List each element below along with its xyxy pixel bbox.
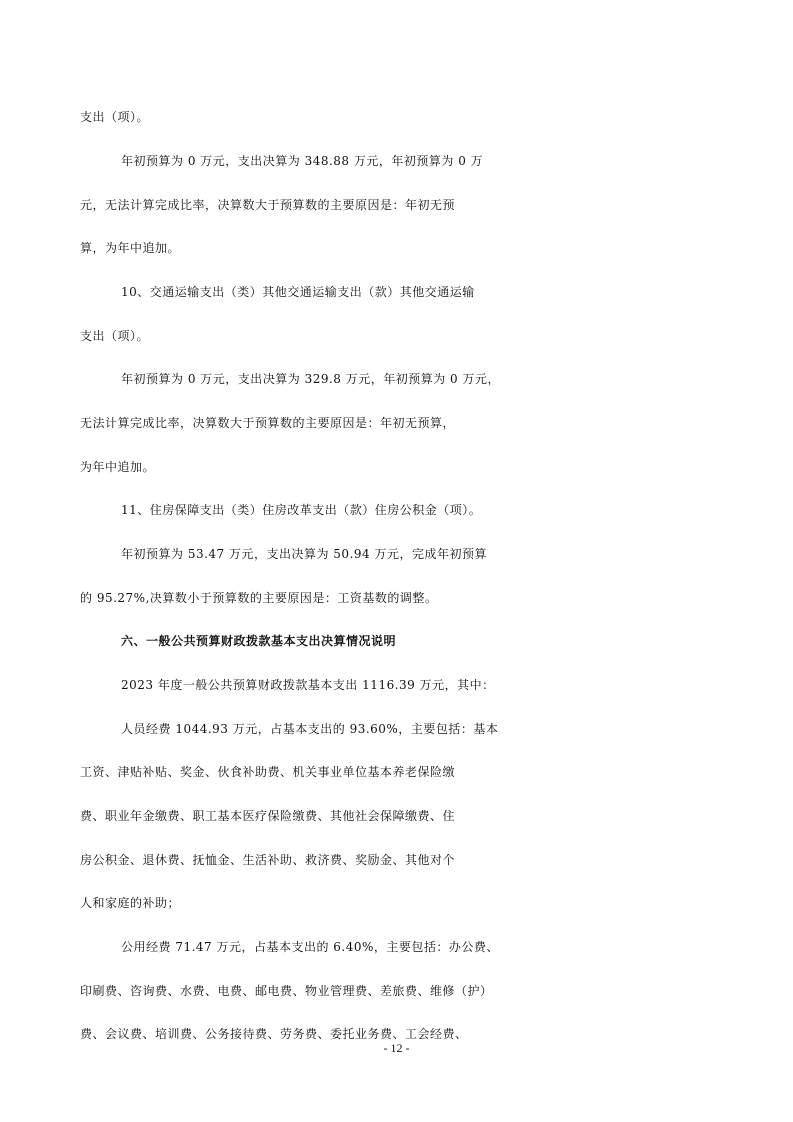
paragraph-line: 年初预算为 0 万元，支出决算为 348.88 万元，年初预算为 0 万 [121,154,484,168]
paragraph-line: 支出（项）。 [80,110,150,124]
paragraph-line: 印刷费、咨询费、水费、电费、邮电费、物业管理费、差旅费、维修（护） [80,984,493,998]
section-heading: 六、一般公共预算财政拨款基本支出决算情况说明 [121,634,397,648]
paragraph-line: 2023 年度一般公共预算财政拨款基本支出 1116.39 万元，其中： [121,678,495,692]
paragraph-line: 年初预算为 0 万元，支出决算为 329.8 万元，年初预算为 0 万元， [121,372,501,386]
paragraph-line: 支出（项）。 [80,329,150,343]
paragraph-line: 人和家庭的补助； [80,896,181,910]
paragraph-line: 年初预算为 53.47 万元，支出决算为 50.94 万元，完成年初预算 [121,547,487,561]
paragraph-line: 人员经费 1044.93 万元，占基本支出的 93.60%，主要包括：基本 [121,722,499,736]
paragraph-line: 元，无法计算完成比率，决算数大于预算数的主要原因是：年初无预 [80,198,456,212]
paragraph-line: 工资、津贴补贴、奖金、伙食补助费、机关事业单位基本养老保险缴 [80,765,456,779]
paragraph-line: 公用经费 71.47 万元，占基本支出的 6.40%，主要包括：办公费、 [121,940,499,954]
paragraph-line: 11、住房保障支出（类）住房改革支出（款）住房公积金（项）。 [121,503,482,517]
page-number: - 12 - [383,1041,410,1055]
paragraph-line: 算，为年中追加。 [80,241,181,255]
paragraph-line: 费、会议费、培训费、公务接待费、劳务费、委托业务费、工会经费、 [80,1027,468,1041]
paragraph-line: 无法计算完成比率，决算数大于预算数的主要原因是：年初无预算， [80,416,456,430]
paragraph-line: 房公积金、退休费、抚恤金、生活补助、救济费、奖励金、其他对个 [80,853,456,867]
paragraph-line: 的 95.27%,决算数小于预算数的主要原因是：工资基数的调整。 [80,591,438,605]
paragraph-line: 为年中追加。 [80,460,156,474]
paragraph-line: 费、职业年金缴费、职工基本医疗保险缴费、其他社会保障缴费、住 [80,809,456,823]
paragraph-line: 10、交通运输支出（类）其他交通运输支出（款）其他交通运输 [121,285,475,299]
